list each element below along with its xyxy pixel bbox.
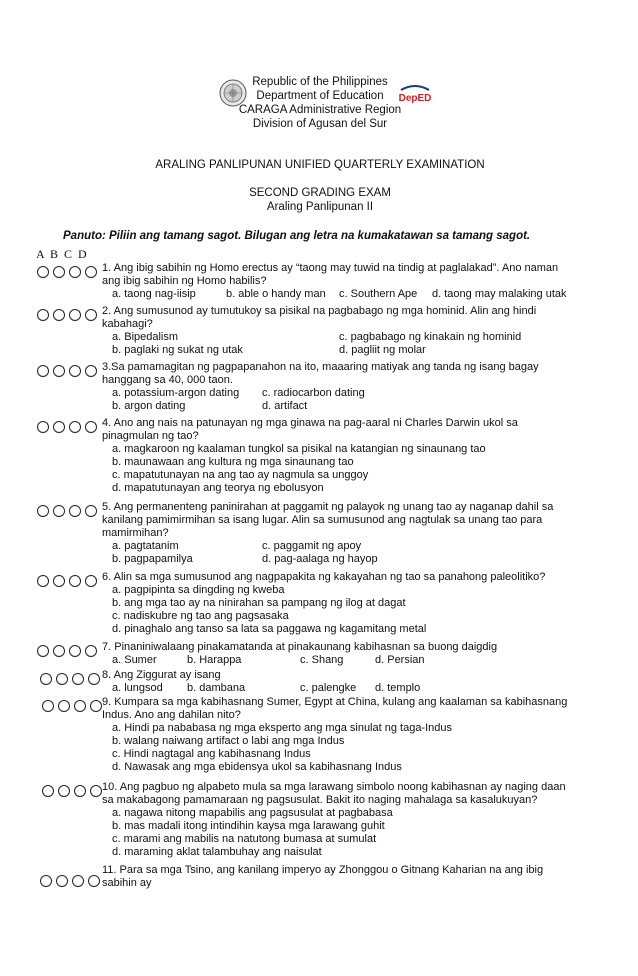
header-line-4: Division of Agusan del Sur: [252, 118, 388, 130]
choices-row: [102, 540, 570, 553]
answer-header: [36, 247, 92, 262]
choice-a: a. Hindi pa nababasa ng mga eksperto ang mga sinulat ng taga-Indus: [112, 722, 453, 735]
bubble-a[interactable]: [37, 575, 49, 587]
answer-letter-d: D: [78, 247, 87, 261]
question-stem: 11. Para sa mga Tsino, ang kanilang imperyo ay Zhonggou o Gitnang Kaharian na ang ibig sabihin ay: [102, 864, 544, 890]
choice-d: d. pagliit ng molar: [339, 344, 426, 357]
question-stem: 6. Alin sa mga sumusunod ang nagpapakita ng kakayahan ng tao sa panahong paleolitiko?: [102, 571, 546, 583]
bubble-c[interactable]: [72, 875, 84, 887]
choices-row: [102, 833, 570, 846]
answer-bubbles-q11: [40, 872, 104, 890]
choice-d: d. Persian: [375, 654, 425, 667]
choice-a: a. potassium-argon dating: [112, 387, 240, 400]
choice-d: d. mapatutunayan ang teorya ng ebolusyon: [112, 482, 324, 495]
answer-bubbles-q6: [37, 572, 101, 590]
bubble-d[interactable]: [90, 700, 102, 712]
bubble-b[interactable]: [53, 505, 65, 517]
bubble-a[interactable]: [37, 365, 49, 377]
choices-row: [102, 331, 570, 344]
bubble-b[interactable]: [53, 575, 65, 587]
bubble-b[interactable]: [56, 673, 68, 685]
bubble-c[interactable]: [69, 309, 81, 321]
bubble-c[interactable]: [69, 421, 81, 433]
choices-row: [102, 820, 570, 833]
answer-bubbles-q4: [37, 418, 101, 436]
choice-a: a. Bipedalism: [112, 331, 179, 344]
choices-row: [102, 482, 570, 495]
grading-title: SECOND GRADING EXAM: [249, 187, 391, 199]
bubble-b[interactable]: [53, 365, 65, 377]
choice-c: c. Hindi nagtagal ang kabihasnang Indus: [112, 748, 311, 761]
choice-d: d. pinaghalo ang tanso sa lata sa paggawa ng kagamitang metal: [112, 623, 427, 636]
bubble-a[interactable]: [40, 875, 52, 887]
choices-row: [102, 846, 570, 859]
answer-bubbles-q3: [37, 362, 101, 380]
choice-b: b. mas madali itong intindihin kaysa mga larawang guhit: [112, 820, 385, 833]
choice-d: d. taong may malaking utak: [432, 288, 567, 301]
choices-row: [102, 722, 570, 735]
logo-text: DepED: [399, 93, 431, 104]
bubble-d[interactable]: [90, 785, 102, 797]
question-stem: 8. Ang Ziggurat ay isang: [102, 669, 221, 681]
bubble-a[interactable]: [42, 785, 54, 797]
answer-letter-a: A: [36, 247, 45, 261]
choices-row: [102, 623, 570, 636]
choice-a: a. Sumer: [112, 654, 157, 667]
bubble-d[interactable]: [85, 266, 97, 278]
choice-c: c. marami ang mabilis na natutong bumasa at sumulat: [112, 833, 377, 846]
choices-row: [102, 807, 570, 820]
answer-bubbles-q7: [37, 642, 101, 660]
bubble-c[interactable]: [74, 700, 86, 712]
choice-c: c. Shang: [300, 654, 344, 667]
bubble-b[interactable]: [53, 266, 65, 278]
choice-a: a. pagpipinta sa dingding ng kweba: [112, 584, 285, 597]
bubble-d[interactable]: [85, 645, 97, 657]
bubble-b[interactable]: [53, 421, 65, 433]
answer-bubbles-q9: [42, 697, 106, 715]
choice-b: b. dambana: [187, 682, 246, 695]
choice-a: a. taong nag-iisip: [112, 288, 196, 301]
choices-row: [102, 400, 570, 413]
choice-c: c. mapatutunayan na ang tao ay nagmula sa unggoy: [112, 469, 369, 482]
choice-a: a. nagawa nitong mapabilis ang pagsusulat at pagbabasa: [112, 807, 393, 820]
bubble-d[interactable]: [85, 575, 97, 587]
choice-b: b. argon dating: [112, 400, 186, 413]
answer-bubbles-q8: [40, 670, 104, 688]
exam-title: ARALING PANLIPUNAN UNIFIED QUARTERLY EXAMINATION: [155, 159, 485, 171]
bubble-d[interactable]: [85, 505, 97, 517]
choice-b: b. ang mga tao ay na ninirahan sa pampang ng ilog at dagat: [112, 597, 406, 610]
choices-row: [102, 469, 570, 482]
choice-d: d. templo: [375, 682, 421, 695]
subject-title: Araling Panlipunan II: [266, 201, 374, 213]
question-stem: 10. Ang pagbuo ng alpabeto mula sa mga larawang simbolo noong kabihasnan ay naging daan sa makabagong pamamaraan ng pagsusulat. Bakit ito naging mahalaga sa kasalukuyan?: [102, 781, 566, 807]
choice-d: d. pag-aalaga ng hayop: [262, 553, 378, 566]
answer-letter-b: B: [50, 247, 59, 261]
bubble-a[interactable]: [37, 309, 49, 321]
choice-c: c. paggamit ng apoy: [262, 540, 362, 553]
choices-row: [102, 443, 570, 456]
bubble-a[interactable]: [40, 673, 52, 685]
answer-bubbles-q5: [37, 502, 101, 520]
answer-bubbles-q2: [37, 306, 101, 324]
bubble-d[interactable]: [88, 673, 100, 685]
choice-c: c. Southern Ape: [339, 288, 418, 301]
bubble-c[interactable]: [69, 266, 81, 278]
choices-row: [102, 654, 570, 667]
choice-b: b. Harappa: [187, 654, 242, 667]
choice-b: b. pagpapamilya: [112, 553, 193, 566]
bubble-c[interactable]: [69, 645, 81, 657]
choices-row: [102, 682, 570, 695]
question-stem: 7. Pinaniniwalaang pinakamatanda at pinakaunang kabihasnan sa buong daigdig: [102, 641, 498, 653]
choices-row: [102, 344, 570, 357]
bubble-c[interactable]: [72, 673, 84, 685]
question-10: [102, 781, 570, 860]
question-8: [102, 669, 570, 695]
choice-d: d. Nawasak ang mga ebidensya ukol sa kabihasnang Indus: [112, 761, 402, 774]
choice-a: a. magkaroon ng kaalaman tungkol sa pisikal na katangian ng sinaunang tao: [112, 443, 486, 456]
question-9: [102, 696, 570, 775]
bubble-d[interactable]: [85, 365, 97, 377]
bubble-c[interactable]: [69, 505, 81, 517]
question-2: [102, 305, 570, 357]
header-line-3: CARAGA Administrative Region: [238, 104, 402, 116]
choice-c: c. palengke: [300, 682, 357, 695]
question-stem: 1. Ang ibig sabihin ng Homo erectus ay “taong may tuwid na tindig at paglalakad”. Ano naman ang ibig sabihin ng Homo habilis?: [102, 262, 559, 288]
instructions: Panuto: Piliin ang tamang sagot. Bilugan ang letra na kumakatawan sa tamang sagot.: [63, 230, 531, 242]
bubble-c[interactable]: [74, 785, 86, 797]
choices-row: [102, 610, 570, 623]
bubble-b[interactable]: [53, 645, 65, 657]
question-11: [102, 864, 570, 890]
question-stem: 2. Ang sumusunod ay tumutukoy sa pisikal na pagbabago ng mga hominid. Alin ang hindi kabahagi?: [102, 305, 537, 331]
choice-a: a. lungsod: [112, 682, 163, 695]
bubble-d[interactable]: [85, 421, 97, 433]
choices-row: [102, 761, 570, 774]
bubble-c[interactable]: [69, 575, 81, 587]
bubble-a[interactable]: [37, 505, 49, 517]
choices-row: [102, 288, 570, 301]
choice-b: b. paglaki ng sukat ng utak: [112, 344, 243, 357]
question-stem: 5. Ang permanenteng paninirahan at paggamit ng palayok ng unang tao ay naganap dahil sa kanilang pamimirmihan sa isang lugar. Alin sa sumusunod ang nagtulak sa unang tao para mamirmihan?: [102, 501, 554, 540]
bubble-b[interactable]: [58, 700, 70, 712]
question-7: [102, 641, 570, 667]
choices-row: [102, 553, 570, 566]
choice-a: a. pagtatanim: [112, 540, 179, 553]
header-line-2: Department of Education: [256, 90, 384, 102]
question-stem: 3.Sa pamamagitan ng pagpapanahon na ito, maaaring matiyak ang tanda ng isang bagay hanggang sa 40, 000 taon.: [102, 361, 539, 387]
question-6: [102, 571, 570, 636]
question-4: [102, 417, 570, 496]
choices-row: [102, 735, 570, 748]
answer-bubbles-q1: [37, 263, 101, 281]
bubble-b[interactable]: [53, 309, 65, 321]
choice-c: c. nadiskubre ng tao ang pagsasaka: [112, 610, 289, 623]
bubble-a[interactable]: [37, 645, 49, 657]
bubble-c[interactable]: [69, 365, 81, 377]
choice-c: c. radiocarbon dating: [262, 387, 365, 400]
choices-row: [102, 387, 570, 400]
bubble-d[interactable]: [88, 875, 100, 887]
choice-b: b. walang naiwang artifact o labi ang mga Indus: [112, 735, 345, 748]
question-3: [102, 361, 570, 413]
choices-row: [102, 584, 570, 597]
bubble-b[interactable]: [58, 785, 70, 797]
answer-letter-c: C: [64, 247, 73, 261]
question-1: [102, 262, 570, 301]
choice-d: d. artifact: [262, 400, 308, 413]
choice-d: d. maraming aklat talambuhay ang naisulat: [112, 846, 322, 859]
question-stem: 4. Ano ang nais na patunayan ng mga ginawa na pag-aaral ni Charles Darwin ukol sa pinagmulan ng tao?: [102, 417, 518, 443]
header-line-1: Republic of the Philippines: [252, 76, 388, 88]
bubble-b[interactable]: [56, 875, 68, 887]
choice-b: b. maunawaan ang kultura ng mga sinaunang tao: [112, 456, 354, 469]
choices-row: [102, 456, 570, 469]
bubble-a[interactable]: [37, 266, 49, 278]
bubble-d[interactable]: [85, 309, 97, 321]
bubble-a[interactable]: [42, 700, 54, 712]
choices-row: [102, 748, 570, 761]
choice-c: c. pagbabago ng kinakain ng hominid: [339, 331, 522, 344]
question-stem: 9. Kumpara sa mga kabihasnang Sumer, Egypt at China, kulang ang kaalaman sa kabihasnang Indus. Ano ang dahilan nito?: [102, 696, 568, 722]
bubble-a[interactable]: [37, 421, 49, 433]
answer-bubbles-q10: [42, 782, 106, 800]
choice-b: b. able o handy man: [226, 288, 326, 301]
question-5: [102, 501, 570, 566]
choices-row: [102, 597, 570, 610]
